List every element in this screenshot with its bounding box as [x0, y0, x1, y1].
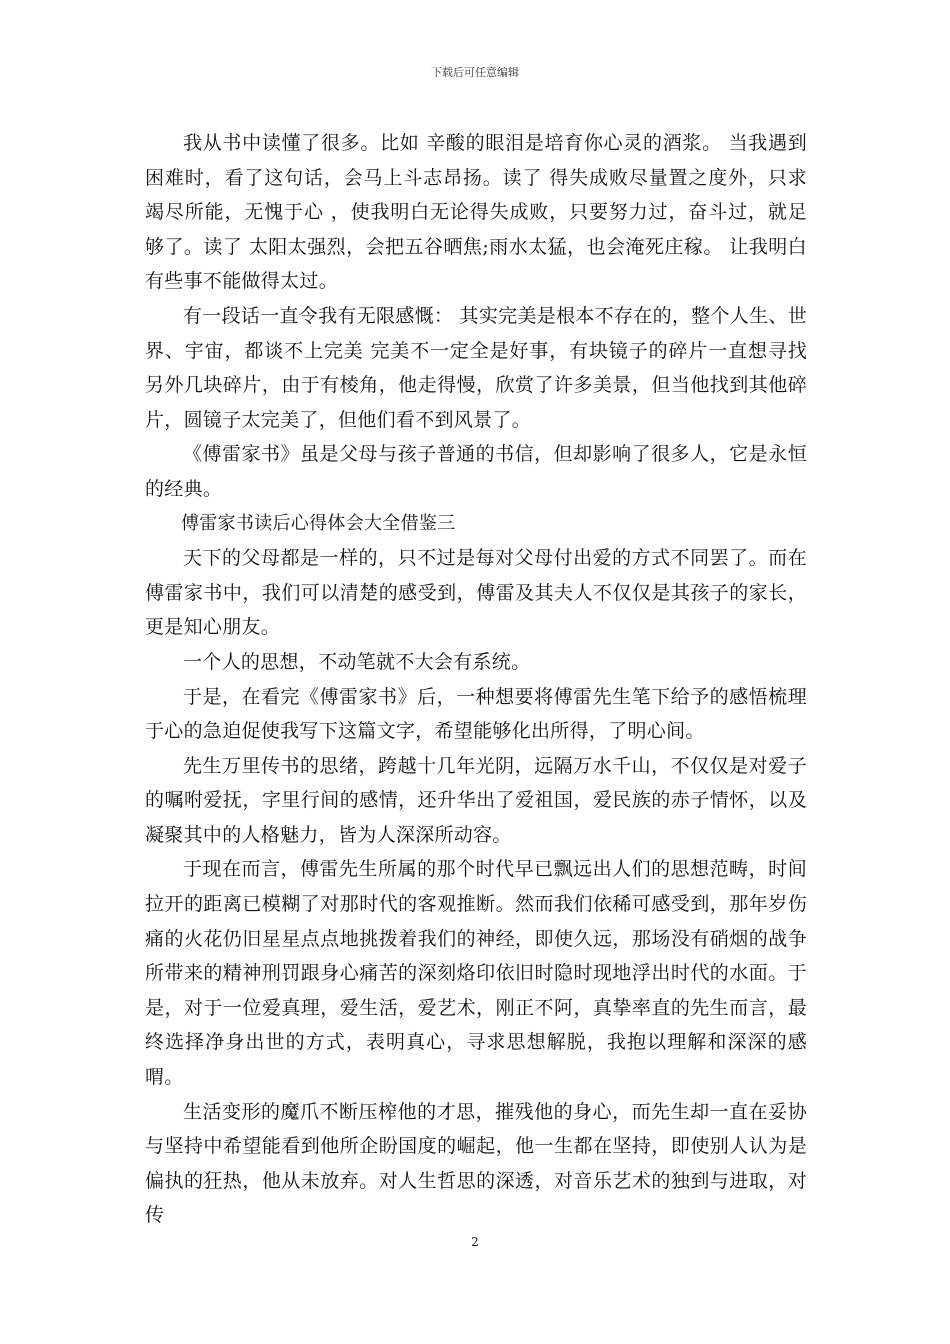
paragraph-perfection-quote: 有一段话一直令我有无限感慨： 其实完美是根本不存在的，整个人生、世界、宇宙，都谈不上完美 完美不一定全是好事，有块镜子的碎片一直想寻找另外几块碎片，由于有棱角，他走得慢，欣赏了许多美景，但当他找到其他碎片，圆镜子太完美了，但他们看不到风景了。 — [145, 304, 807, 431]
paragraph-eternal-classic: 《傅雷家书》虽是父母与孩子普通的书信，但却影响了很多人，它是永恒的经典。 — [145, 443, 807, 500]
paragraph-life-struggle: 生活变形的魔爪不断压榨他的才思，摧残他的身心，而先生却一直在妥协与坚持中希望能看到他所企盼国度的崛起，他一生都在坚持，即使别人认为是偏执的狂热，他从未放弃。对人生哲思的深透，对音乐艺术的独到与进取，对传 — [145, 1100, 807, 1227]
section-heading: 傅雷家书读后心得体会大全借鉴三 — [181, 512, 456, 534]
document-body — [145, 126, 807, 1233]
paragraph-letters-across-years: 先生万里传书的思绪，跨越十几年光阴，远隔万水千山，不仅仅是对爱子的嘱咐爱抚，字里行间的感情，还升华出了爱祖国，爱民族的赤子情怀，以及凝聚其中的人格魅力，皆为人深深所动容。 — [145, 754, 807, 846]
paragraph-thought-system: 一个人的思想，不动笔就不大会有系统。 — [183, 650, 531, 673]
paragraph-reading-insights: 我从书中读懂了很多。比如 辛酸的眼泪是培育你心灵的酒浆。 当我遇到困难时，看了这句话，会马上斗志昂扬。读了 得失成败尽量置之度外，只求竭尽所能，无愧于心 ，使我明白无论得失成败，只要努力过，奋斗过，就足够了。读了 太阳太强烈，会把五谷晒焦;雨水太猛，也会淹死庄稼。 让我明白有些事不能做得太过。 — [145, 132, 807, 293]
page-number: 2 — [471, 1235, 479, 1249]
paragraph-era-reflection: 于现在而言，傅雷先生所属的那个时代早已飘远出人们的思想范畴，时间拉开的距离已模糊了对那时代的客观推断。然而我们依稀可感受到，那年岁伤痛的火花仍旧星星点点地挑拨着我们的神经，即使久远，那场没有硝烟的战争所带来的精神刑罚跟身心痛苦的深刻烙印依旧时隐时现地浮出时代的水面。于是，对于一位爱真理，爱生活，爱艺术，刚正不阿，真挚率直的先生而言，最终选择净身出世的方式，表明真心，寻求思想解脱，我抱以理解和深深的感喟。 — [145, 858, 807, 1089]
paragraph-parents-love: 天下的父母都是一样的，只不过是每对父母付出爱的方式不同罢了。而在傅雷家书中，我们可以清楚的感受到，傅雷及其夫人不仅仅是其孩子的家长，更是知心朋友。 — [145, 547, 807, 639]
paragraph-writing-motivation: 于是，在看完《傅雷家书》后，一种想要将傅雷先生笔下给予的感悟梳理于心的急迫促使我写下这篇文字，希望能够化出所得，了明心间。 — [145, 685, 807, 743]
page-header: 下载后可任意编辑 — [431, 66, 519, 79]
